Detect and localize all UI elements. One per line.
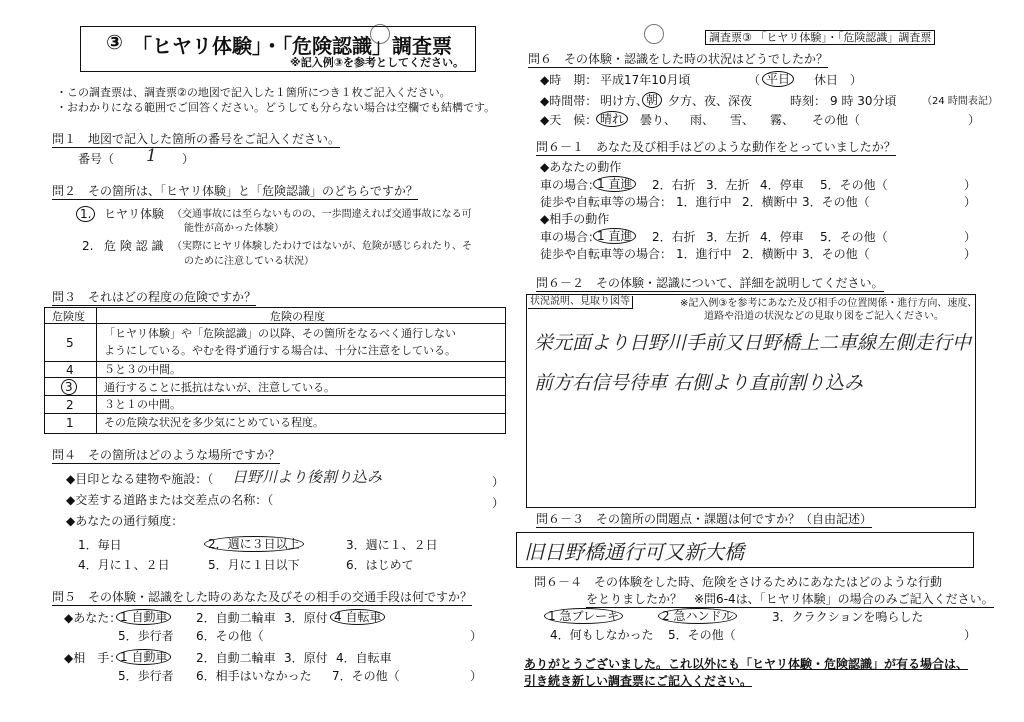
q6-weather-label: ◆天 候： [540, 113, 598, 127]
q64-opt-1[interactable]: 1 急ブレーキ [544, 608, 623, 624]
q61-title: 問６－１ あなた及び相手はどのような動作をとっていましたか？ [536, 140, 896, 154]
q6-weather-fog[interactable]: 霧、 [770, 113, 795, 127]
q5-other-option-2[interactable]: 2．自動二輪車 [196, 651, 276, 665]
header-right-label: 調査票③ 「ヒヤリ体験」・「危険認識」調査票 [705, 30, 935, 45]
q1-label: 番号（ [78, 152, 115, 166]
q6-weather-other[interactable]: その他（ [812, 113, 861, 127]
q6-period-morning[interactable]: 朝 [642, 92, 662, 108]
q61-you-car-label: 車の場合： [540, 178, 601, 192]
freq-option-2[interactable]: 2．週に３日以上 [204, 536, 304, 552]
danger-row-desc-1: その危険な状況を多少気にとめている程度。 [104, 416, 324, 429]
q61-other-car-opt-3[interactable]: 3．左折 [706, 230, 750, 244]
q6-weather-sunny[interactable]: 晴れ [596, 111, 628, 127]
q63-title: 問６－３ その箇所の問題点・課題は何ですか？（自由記述） [536, 512, 873, 526]
q2-option-1-desc-1: （交通事故には至らないものの、一歩間違えれば交通事故になる可 [172, 209, 472, 220]
q2-option-2-number[interactable]: 2. [82, 239, 94, 253]
q5-other-option-7[interactable]: 7．その他（ [332, 669, 400, 683]
danger-row-level-1: 1 [66, 416, 74, 430]
q61-you-walk-opt-1[interactable]: 1．進行中 [676, 195, 732, 209]
q5-you-option-5[interactable]: 5．歩行者 [118, 629, 174, 643]
q5-other-option-4[interactable]: 4．自転車 [336, 651, 392, 665]
page-subtitle: ※記入例③を参考としてください。 [290, 56, 465, 69]
q61-other-car-opt-5[interactable]: 5．その他（ [820, 230, 888, 244]
danger-row-level-4: 4 [66, 363, 74, 377]
q6-period-label: ◆時間帯： [540, 94, 598, 108]
danger-row-desc-5a: 「ヒヤリ体験」や「危険認識」の以降、その箇所をなるべく通行しない [104, 327, 456, 340]
q6-period-dawn[interactable]: 明け方、 [600, 94, 649, 108]
q6-day-close: ） [850, 73, 863, 87]
q1-close: ） [182, 152, 195, 166]
q61-other-car-close: ） [964, 230, 977, 244]
q62-answer-line-1[interactable]: 栄元面より日野川手前又日野橋上二車線左側走行中 [534, 332, 972, 354]
q61-you-car-opt-1[interactable]: 1 直進 [593, 176, 636, 192]
q61-you-car-opt-3[interactable]: 3．左折 [706, 178, 750, 192]
q4-landmark-label: ◆目印となる建物や施設：（ [66, 472, 214, 486]
q64-opt-4[interactable]: 4．何もしなかった [550, 628, 654, 642]
q64-opt-5-close: ） [964, 628, 977, 642]
q5-other-option-6[interactable]: 6．相手はいなかった [196, 669, 312, 683]
q5-title: 問５ その体験・認識をした時のあなた及びその相手の交通手段は何ですか？ [52, 590, 473, 604]
danger-row-desc-3: 通行することに抵抗はないが、注意している。 [104, 381, 335, 394]
q4-road-close: ） [492, 496, 505, 510]
q4-landmark-close: ） [492, 475, 505, 489]
intro-line-1: ・この調査票は、調査票②の地図で記入した１箇所につき１枚ご記入ください。 [56, 86, 451, 99]
q5-other-option-3[interactable]: 3．原付 [284, 651, 328, 665]
freq-option-5[interactable]: 5．月に１日以下 [208, 558, 300, 572]
q5-other-label: ◆相 手： [64, 651, 122, 665]
danger-table-header-level: 危険度 [52, 310, 85, 323]
q64-title-1: 問６－４ その体験をした時、危険をさけるためにあなたはどのような行動 [534, 575, 943, 589]
q5-you-option-6[interactable]: 6．その他（ [196, 629, 264, 643]
q4-title: 問４ その箇所はどのような場所ですか？ [52, 448, 281, 462]
q62-answer-box[interactable] [526, 294, 976, 508]
q5-you-label: ◆あなた： [64, 611, 122, 625]
q6-weather-other-close: ） [968, 113, 981, 127]
punch-hole-right [644, 24, 664, 44]
danger-row-desc-5b: ようにしている。やむを得ず通行する場合は、十分に注意をしている。 [104, 344, 456, 357]
danger-row-desc-4: ５と３の中間。 [104, 363, 181, 376]
q62-title: 問６－２ その体験・認識について、詳細を説明してください。 [536, 276, 884, 290]
q2-option-1-number[interactable]: 1. [76, 206, 95, 222]
q5-you-option-4[interactable]: 4 自転車 [330, 609, 385, 625]
q61-you-head: ◆あなたの動作 [540, 160, 622, 174]
q6-clock-label: 時刻： [790, 94, 827, 108]
q61-other-walk-label: 徒歩や自転車等の場合： [540, 247, 673, 261]
q64-opt-5[interactable]: 5．その他（ [668, 628, 736, 642]
q62-note-2: 道路や沿道の状況などの見取り図をご記入ください。 [704, 311, 944, 322]
danger-row-level-3[interactable]: 3 [61, 379, 77, 395]
q61-other-car-label: 車の場合： [540, 230, 601, 244]
q64-opt-2[interactable]: 2 急ハンドル [658, 608, 737, 624]
q61-you-walk-close: ） [964, 195, 977, 209]
q5-other-option-7-close: ） [470, 669, 483, 683]
danger-table-header-desc: 危険の程度 [270, 310, 325, 323]
freq-option-6[interactable]: 6．はじめて [346, 558, 414, 572]
q6-clock-value[interactable]: 9 時 30分頃 [830, 94, 897, 108]
q61-you-car-opt-2[interactable]: 2．右折 [652, 178, 696, 192]
q63-answer[interactable]: 旧日野橋通行可又新大橋 [524, 540, 744, 564]
q4-landmark-answer[interactable]: 日野川より後割り込み [232, 468, 383, 486]
danger-row-desc-2: ３と１の中間。 [104, 398, 181, 411]
page-title: 「ヒヤリ体験」・「危険認識」調査票 [132, 34, 452, 58]
q61-you-walk-opt-2[interactable]: 2．横断中 [742, 195, 798, 209]
intro-line-2: ・おわかりになる範囲でご回答ください。どうしても分らない場合は空欄でも結構です。 [56, 101, 496, 114]
freq-option-4[interactable]: 4．月に１、２日 [78, 558, 170, 572]
q6-time-value[interactable]: 平成17年10月頃 [600, 73, 691, 87]
q6-weather-snow[interactable]: 雪、 [730, 113, 755, 127]
q61-you-car-opt-4[interactable]: 4．停車 [760, 178, 804, 192]
q2-option-1-desc-2: 能性が高かった体験） [184, 223, 284, 234]
q5-you-option-2[interactable]: 2．自動二輪車 [196, 611, 276, 625]
title-number: ③ [106, 30, 123, 54]
q6-day-open: （ [748, 73, 761, 87]
q2-option-2-desc-2: のために注意している状況） [184, 256, 314, 267]
q61-other-head: ◆相手の動作 [540, 212, 610, 226]
freq-option-3[interactable]: 3．週に１、２日 [346, 538, 438, 552]
q61-other-walk-opt-2[interactable]: 2．横断中 [742, 247, 798, 261]
q4-frequency-label: ◆あなたの通行頻度： [66, 514, 184, 528]
q61-you-car-opt-5[interactable]: 5．その他（ [820, 178, 888, 192]
q5-you-option-3[interactable]: 3．原付 [284, 611, 328, 625]
q61-other-car-opt-2[interactable]: 2．右折 [652, 230, 696, 244]
q64-title-2: をとりましたか？ ※問6-4は、「ヒヤリ体験」の場合のみご記入ください。 [586, 592, 994, 606]
q6-weather-cloudy[interactable]: 曇り、 [640, 113, 677, 127]
q6-title: 問６ その体験・認識をした時の状況はどうでしたか？ [528, 52, 829, 66]
q62-box-label: 状況説明、見取り図等 [528, 296, 633, 309]
freq-option-1[interactable]: 1．毎日 [78, 538, 122, 552]
q5-other-option-1[interactable]: 1 自動車 [116, 649, 171, 665]
q5-other-option-5[interactable]: 5．歩行者 [118, 669, 174, 683]
q61-other-car-opt-1[interactable]: 1 直進 [593, 228, 636, 244]
q64-opt-3[interactable]: 3．クラクションを鳴らした [772, 610, 924, 624]
danger-row-level-5: 5 [66, 336, 74, 350]
q61-you-walk-label: 徒歩や自転車等の場合： [540, 195, 673, 209]
q62-answer-line-2[interactable]: 前方右信号待車 右側より直前割り込み [534, 372, 864, 394]
q2-option-2: 危 険 認 識 [104, 239, 164, 253]
q61-other-car-opt-4[interactable]: 4．停車 [760, 230, 804, 244]
q2-title: 問２ その箇所は、「ヒヤリ体験」と「危険認識」のどちらですか？ [52, 184, 418, 198]
danger-row-level-2: 2 [66, 398, 74, 412]
footer-line-2: 引き続き新しい調査票にご記入ください。 [524, 674, 753, 688]
q1-title: 問１ 地図で記入した箇所の番号をご記入ください。 [52, 132, 341, 146]
q61-other-walk-opt-3[interactable]: 3．その他（ [802, 247, 870, 261]
q61-other-walk-opt-1[interactable]: 1．進行中 [676, 247, 732, 261]
q5-you-option-1[interactable]: 1 自動車 [116, 609, 171, 625]
q2-option-2-desc-1: （実際にヒヤリ体験したわけではないが、危険が感じられたり、そ [172, 241, 472, 252]
q3-title: 問３ それはどの程度の危険ですか？ [52, 290, 257, 304]
q6-day-weekday[interactable]: 平日 [762, 71, 794, 87]
q4-road-label: ◆交差する道路または交差点の名称：（ [66, 493, 274, 507]
q61-other-walk-close: ） [964, 247, 977, 261]
q5-you-option-6-close: ） [470, 629, 483, 643]
q6-weather-rain[interactable]: 雨、 [690, 113, 715, 127]
q61-you-walk-opt-3[interactable]: 3．その他（ [802, 195, 870, 209]
q2-option-1: ヒヤリ体験 [104, 207, 165, 221]
q1-answer[interactable]: 1 [146, 146, 157, 166]
q6-time-label: ◆時 期： [540, 73, 598, 87]
q6-period-evening[interactable]: 夕方、夜、深夜 [668, 94, 753, 108]
q6-clock-note: （24 時間表記） [922, 96, 998, 107]
footer-line-1: ありがとうございました。これ以外にも「ヒヤリ体験・危険認識」が有る場合は、 [524, 657, 969, 671]
q6-day-holiday[interactable]: 休日 [814, 73, 839, 87]
q62-note-1: ※記入例③を参考にあなた及び相手の位置関係・進行方向、速度、 [680, 298, 978, 309]
q61-you-car-close: ） [964, 178, 977, 192]
